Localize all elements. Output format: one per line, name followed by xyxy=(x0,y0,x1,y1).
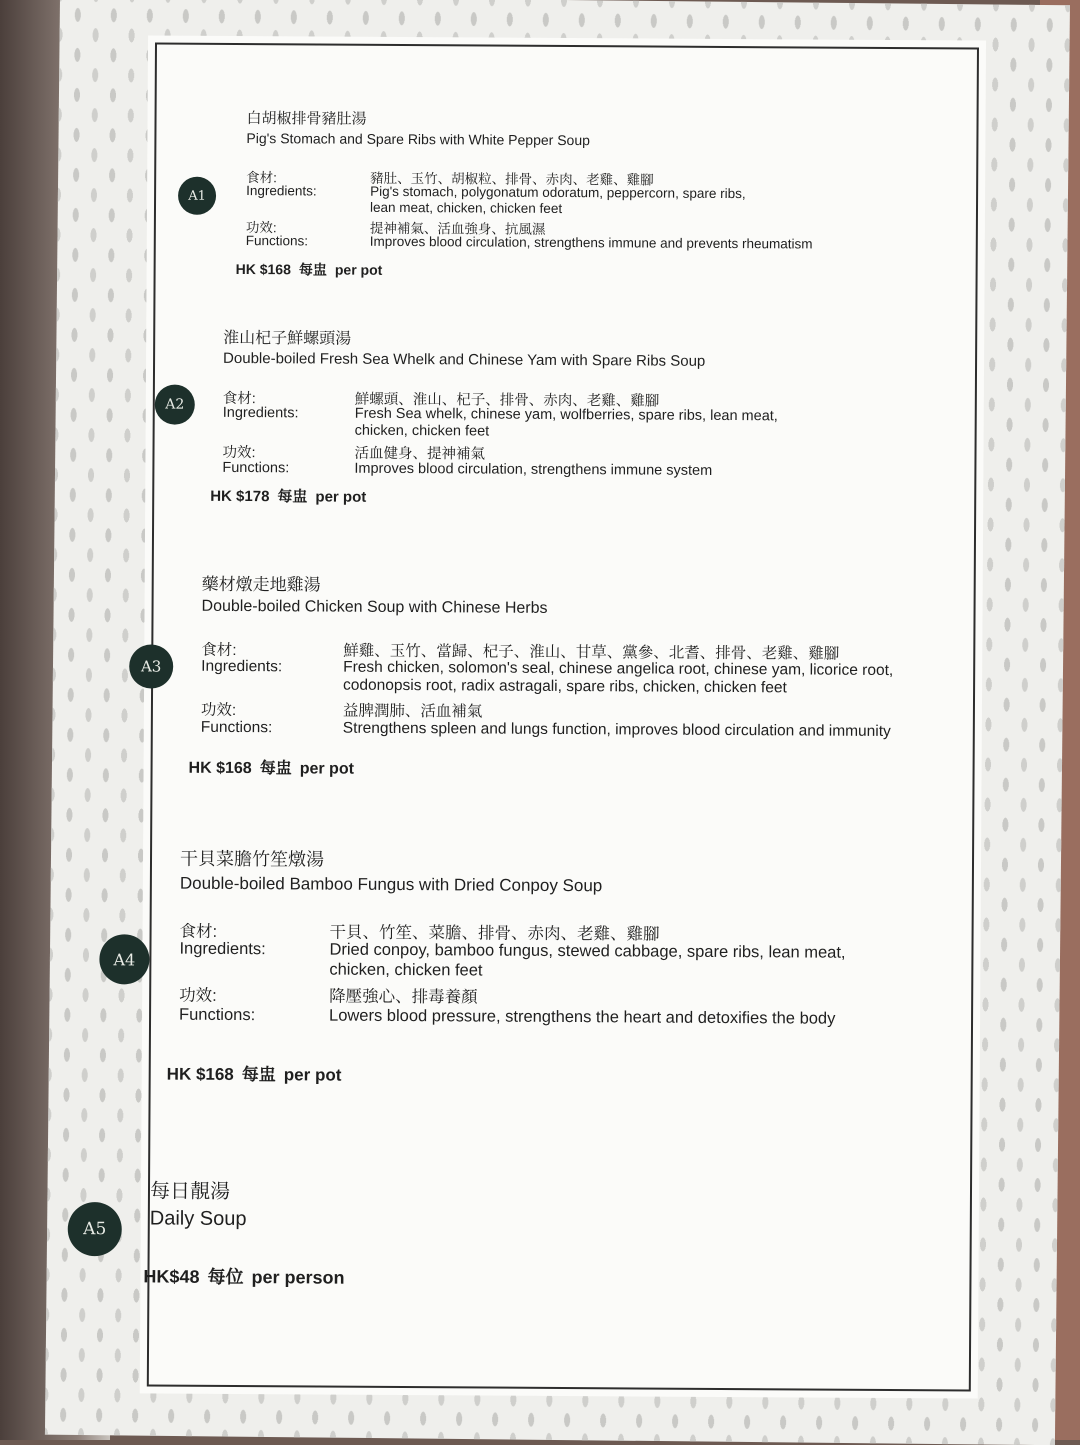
item-name-zh: 藥材燉走地雞湯 xyxy=(201,574,321,596)
price-amount: HK $168 xyxy=(235,260,291,278)
ingredients-en-line-1: Fresh Sea whelk, chinese yam, wolfberries, spare ribs, lean meat, xyxy=(354,405,778,425)
price-unit-en: per pot xyxy=(334,261,383,278)
menu-item-a3 xyxy=(140,570,971,795)
item-code-badge: A3 xyxy=(129,644,173,688)
item-price xyxy=(210,485,374,507)
menu-item-a4 xyxy=(113,845,960,1090)
functions-en: Strengthens spleen and lungs function, improves blood circulation and immunity xyxy=(342,719,891,740)
item-price xyxy=(143,1262,352,1289)
ingredients-zh: 鮮螺頭、淮山、杞子、排骨、赤肉、老雞、雞腳 xyxy=(354,391,660,410)
functions-label-zh: 功效: xyxy=(245,220,277,236)
functions-label-zh: 功效: xyxy=(200,701,237,719)
ingredients-label-zh: 食材: xyxy=(179,922,218,941)
price-unit-en: per pot xyxy=(299,760,355,778)
ingredients-zh: 干貝、竹笙、菜膽、排骨、赤肉、老雞、雞腳 xyxy=(329,923,660,944)
functions-en: Improves blood circulation, strengthens immune and prevents rheumatism xyxy=(369,233,813,252)
item-code-badge: A1 xyxy=(178,177,216,215)
item-name-zh: 干貝菜膽竹笙燉湯 xyxy=(179,848,325,871)
menu-card xyxy=(83,42,979,1391)
ingredients-label-en: Ingredients: xyxy=(246,183,317,199)
functions-en: Improves blood circulation, strengthens immune system xyxy=(354,460,713,479)
ingredients-en-line-2: lean meat, chicken, chicken feet xyxy=(369,199,563,216)
item-name-zh: 白胡椒排骨豬肚湯 xyxy=(246,109,367,128)
ingredients-label-en: Ingredients: xyxy=(222,404,299,422)
price-amount: HK $168 xyxy=(166,1064,234,1084)
functions-label-en: Functions: xyxy=(222,459,290,477)
price-unit-zh: 每盅 xyxy=(241,1065,276,1085)
price-unit-en: per pot xyxy=(315,488,367,506)
ingredients-en-line-2: chicken, chicken feet xyxy=(329,960,483,980)
item-name-en: Double-boiled Chicken Soup with Chinese Herbs xyxy=(201,597,548,617)
functions-label-en: Functions: xyxy=(245,233,309,249)
item-name-en: Double-boiled Fresh Sea Whelk and Chinese Yam with Spare Ribs Soup xyxy=(223,349,706,370)
price-unit-zh: 每盅 xyxy=(277,488,308,506)
ingredients-en-line-1: Fresh chicken, solomon's seal, chinese angelica root, chinese yam, licorice root, xyxy=(343,658,894,680)
item-name-en: Daily Soup xyxy=(149,1207,247,1231)
item-name-en: Pig's Stomach and Spare Ribs with White Pepper Soup xyxy=(246,130,590,149)
menu-item-a5 xyxy=(83,1174,750,1308)
item-price xyxy=(236,259,391,280)
ingredients-label-zh: 食材: xyxy=(222,390,256,408)
ingredients-en-line-2: chicken, chicken feet xyxy=(354,422,490,440)
price-amount: HK $178 xyxy=(210,487,270,506)
menu-item-a2 xyxy=(165,325,963,530)
functions-label-zh: 功效: xyxy=(179,986,217,1005)
item-name-en: Double-boiled Bamboo Fungus with Dried Conpoy Soup xyxy=(179,873,603,896)
item-price xyxy=(167,1060,350,1086)
item-code-badge: A2 xyxy=(155,384,195,424)
price-unit-zh: 每盅 xyxy=(298,261,327,278)
price-unit-en: per person xyxy=(251,1267,345,1288)
ingredients-label-zh: 食材: xyxy=(246,170,277,186)
functions-zh: 活血健身、提神補氣 xyxy=(354,445,486,463)
ingredients-en-line-1: Dried conpoy, bamboo fungus, stewed cabbage, spare ribs, lean meat, xyxy=(329,940,846,962)
price-amount: HK$48 xyxy=(143,1266,200,1287)
functions-label-en: Functions: xyxy=(179,1005,256,1025)
ingredients-label-en: Ingredients: xyxy=(179,939,266,959)
ingredients-label-zh: 食材: xyxy=(201,641,237,659)
item-code-badge: A4 xyxy=(99,934,149,984)
ingredients-en-line-1: Pig's stomach, polygonatum odoratum, peppercorn, spare ribs, xyxy=(370,183,746,202)
functions-label-zh: 功效: xyxy=(222,444,256,462)
item-code-badge: A5 xyxy=(68,1202,122,1256)
functions-label-en: Functions: xyxy=(200,718,273,737)
menu-item-a1 xyxy=(188,107,966,331)
price-amount: HK $168 xyxy=(188,759,252,778)
functions-zh: 提神補氣、活血強身、抗風濕 xyxy=(369,220,546,237)
price-unit-en: per pot xyxy=(283,1065,342,1085)
ingredients-zh: 鮮雞、玉竹、當歸、杞子、淮山、甘草、黨參、北耆、排骨、老雞、雞腳 xyxy=(343,642,840,663)
price-unit-zh: 每位 xyxy=(207,1266,244,1288)
price-unit-zh: 每盅 xyxy=(259,760,292,778)
functions-zh: 降壓強心、排毒養顏 xyxy=(329,987,478,1007)
ingredients-label-en: Ingredients: xyxy=(201,657,283,676)
ingredients-zh: 豬肚、玉竹、胡椒粒、排骨、赤肉、老雞、雞腳 xyxy=(370,170,654,188)
functions-zh: 益脾潤肺、活血補氣 xyxy=(342,702,483,721)
item-name-zh: 每日靚湯 xyxy=(149,1178,231,1203)
item-price xyxy=(189,755,363,779)
item-name-zh: 淮山杞子鮮螺頭湯 xyxy=(223,327,352,348)
functions-en: Lowers blood pressure, strengthens the heart and detoxifies the body xyxy=(329,1006,836,1028)
ingredients-en-line-2: codonopsis root, radix astragali, spare ribs, chicken, chicken feet xyxy=(343,676,787,697)
